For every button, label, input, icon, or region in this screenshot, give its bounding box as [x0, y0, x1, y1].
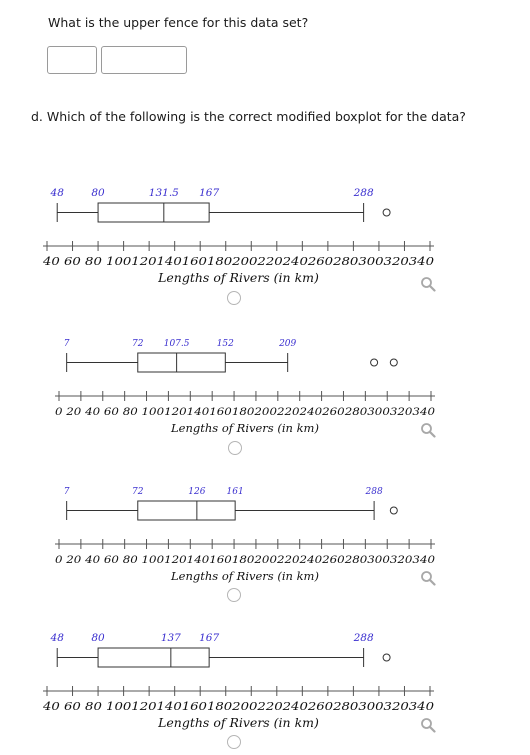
option-3-radio[interactable] — [227, 588, 241, 602]
value-label-q3: 167 — [199, 187, 220, 199]
value-label-q1: 80 — [91, 187, 105, 199]
magnifier-icon[interactable] — [420, 570, 436, 586]
boxplot-1-svg — [0, 180, 530, 290]
boxplot-4-svg — [0, 625, 530, 735]
upper-fence-input-1[interactable] — [47, 46, 97, 74]
value-label-min: 7 — [63, 487, 70, 497]
value-label-max: 288 — [353, 187, 374, 199]
magnifier-icon[interactable] — [420, 717, 436, 733]
option-1-radio[interactable] — [227, 291, 241, 305]
x-axis-label: Lengths of Rivers (in km) — [158, 270, 319, 285]
value-label-q3: 161 — [226, 487, 244, 497]
x-axis-label: Lengths of Rivers (in km) — [171, 421, 319, 435]
x-axis-tick-labels: 0 20 40 60 80 100120140160180200220240260280300320340 — [55, 406, 436, 418]
value-label-max: 209 — [279, 339, 297, 349]
boxplot-option-2 — [0, 330, 530, 440]
iqr-box — [98, 203, 209, 222]
magnifier-icon[interactable] — [420, 276, 436, 292]
value-label-q1: 80 — [91, 632, 105, 644]
value-label-min: 48 — [50, 187, 64, 199]
value-label-max: 288 — [365, 487, 383, 497]
iqr-box — [98, 648, 209, 667]
x-axis-tick-labels: 40 60 80 100120140160180200220240260280300320340 — [41, 254, 435, 268]
upper-fence-question: What is the upper fence for this data set? — [48, 15, 309, 30]
outlier-point — [383, 654, 390, 661]
x-axis-label: Lengths of Rivers (in km) — [158, 715, 319, 730]
outlier-point — [371, 359, 378, 366]
outlier-point — [390, 359, 397, 366]
value-label-q1: 72 — [132, 339, 144, 349]
iqr-box — [138, 501, 235, 520]
boxplot-option-1 — [0, 180, 530, 290]
outlier-point — [390, 507, 397, 514]
x-axis-tick-labels: 40 60 80 100120140160180200220240260280300320340 — [41, 699, 435, 713]
magnifier-icon[interactable] — [420, 422, 436, 438]
option-4-radio[interactable] — [227, 735, 241, 749]
value-label-min: 7 — [63, 339, 70, 349]
upper-fence-input-2[interactable] — [101, 46, 187, 74]
boxplot-question: d. Which of the following is the correct modified boxplot for the data? — [31, 109, 466, 124]
boxplot-3-svg — [0, 478, 530, 588]
value-label-median: 107.5 — [163, 339, 190, 349]
value-label-median: 137 — [160, 632, 181, 644]
value-label-q3: 152 — [216, 339, 234, 349]
value-label-median: 131.5 — [148, 187, 179, 199]
value-label-median: 126 — [188, 487, 206, 497]
x-axis-tick-labels: 0 20 40 60 80 100120140160180200220240260280300320340 — [55, 554, 436, 566]
outlier-point — [383, 209, 390, 216]
x-axis-label: Lengths of Rivers (in km) — [171, 569, 319, 583]
value-label-q1: 72 — [132, 487, 144, 497]
option-2-radio[interactable] — [228, 441, 242, 455]
value-label-q3: 167 — [199, 632, 220, 644]
boxplot-option-4 — [0, 625, 530, 735]
boxplot-2-svg — [0, 330, 530, 440]
value-label-max: 288 — [353, 632, 374, 644]
iqr-box — [138, 353, 226, 372]
boxplot-option-3 — [0, 478, 530, 588]
value-label-min: 48 — [50, 632, 64, 644]
